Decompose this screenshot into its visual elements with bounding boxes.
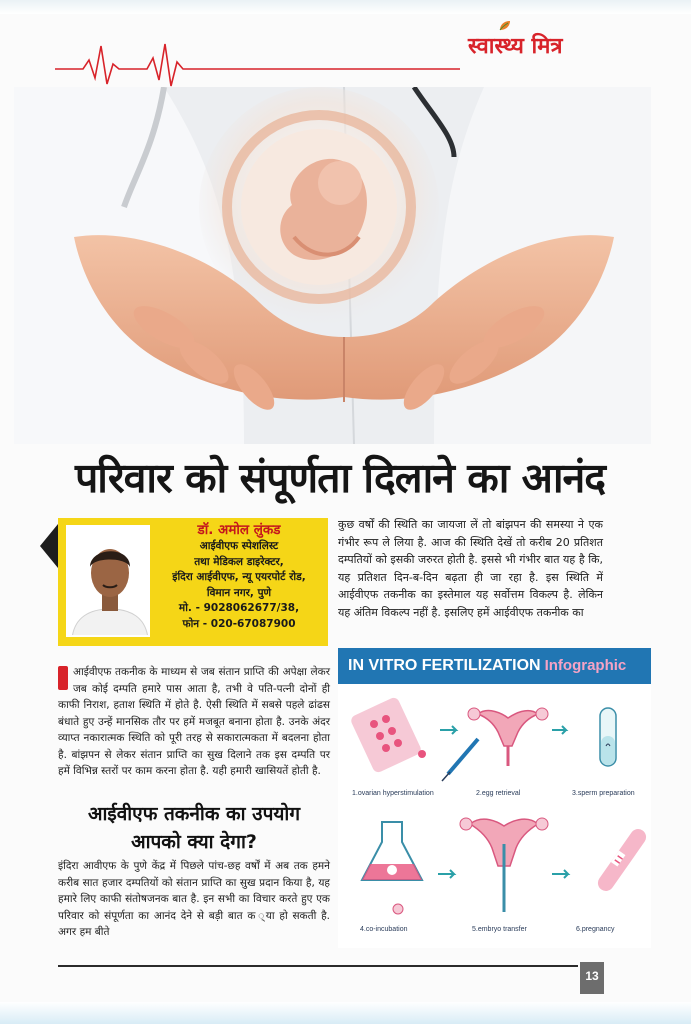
author-name: डॉ. अमोल लुंकड (197, 522, 281, 538)
embryo-transfer-icon (460, 818, 548, 912)
dropcap-marker (58, 666, 68, 690)
subheading (58, 800, 330, 856)
author-clinic: इंदिरा आईवीएफ, न्यू एयरपोर्ट रोड, (172, 571, 306, 583)
step-label-1: 1.ovarian hyperstimulation (352, 790, 434, 797)
brand-title: स्वास्थ्य मित्र (468, 33, 563, 59)
author-location: विमान नगर, पुणे (206, 586, 272, 599)
step-label-4: 4.co-incubation (360, 926, 408, 933)
author-title: आईवीएफ स्पेशलिस्ट (199, 540, 279, 552)
headline: परिवार को संपूर्णता दिलाने का आनंद (74, 454, 606, 502)
step-label-5: 5.embryo transfer (472, 926, 527, 933)
author-mobile: मो. - 9028062677/38, (178, 602, 300, 614)
hands-embryo-illustration (14, 87, 651, 444)
author-photo (66, 525, 150, 637)
article-paragraph-1: आईवीएफ तकनीक के माध्यम से जब संतान प्राप्ति की अपेक्षा लेकर जब कोई दम्पति हमारे पास आता है, तभी वे पति-पत्नी दोनों ही काफी निराश, हताश स्थिति में होते है. ऐसी स्थिति में सबसे पहले ढांढस बंधाते हुए उन्हें मानसिक तौर पर हमें मजबूत बनाना होता है. उनके अंदर व्याप्त नकारात्मक स्थिति को पूरी तरह से सकारात्मकता में बदलना होता है. बांझपन से लेकर संतान प्राप्ति का सुख दिलाने तक इस दम्पति पर हमें विभिन्न स्तरों पर काम करना होता है. यही हमारी खासियतें होती है. (58, 666, 330, 777)
arrow-icon (552, 870, 568, 878)
page-number: 13 (580, 962, 604, 994)
author-portrait-icon (68, 527, 150, 637)
author-phone: फोन - 020-67087900 (182, 617, 296, 630)
ivf-steps-diagram (338, 684, 651, 948)
subheading-line-1: आईवीएफ तकनीक का उपयोग (87, 803, 301, 825)
article-text-intro (58, 664, 330, 780)
author-details (152, 521, 326, 632)
footer-rule (58, 965, 578, 967)
egg-retrieval-icon (468, 708, 548, 766)
heartbeat-line-icon (55, 40, 460, 90)
arrow-icon (438, 870, 454, 878)
step-label-3: 3.sperm preparation (572, 790, 635, 797)
co-incubation-icon (362, 822, 422, 914)
bottom-strip (0, 1002, 691, 1024)
hero-image (14, 87, 651, 444)
ovarian-hyperstimulation-icon (349, 696, 478, 781)
infographic-tag: Infographic (544, 657, 627, 674)
infographic-header (338, 648, 651, 684)
article-text-right: कुछ वर्षों की स्थिति का जायजा लें तो बांझपन की समस्या ने एक गंभीर रूप ले लिया है. आज की स्थिति देखें तो करीब 20 प्रतिशत दम्पतियों को इसकी जरुरत होती है. इससे भी गंभीर बात यह है कि, यह प्रतिशत दिन-ब-दिन बढ़ता ही जा रहा है. इस स्थिति में आईवीएफ तकनीक का इस्तेमाल यह सर्वोत्तम विकल्प है. लेकिन यह अंतिम विकल्प नहीं है. इसलिए हमें आईवीएफ तकनीक का (338, 518, 603, 619)
subheading-line-2: आपको क्या देगा? (131, 831, 257, 853)
sperm-preparation-icon (600, 708, 616, 766)
arrow-icon (440, 726, 456, 734)
author-role: तथा मेडिकल डाइरेक्टर, (194, 555, 284, 568)
ivf-infographic (338, 648, 651, 948)
step-label-2: 2.egg retrieval (476, 790, 521, 797)
arrow-icon (552, 726, 566, 734)
top-strip (0, 0, 691, 14)
step-label-6: 6.pregnancy (576, 926, 615, 933)
infographic-title: IN VITRO FERTILIZATION (348, 657, 541, 674)
author-box-pointer (40, 524, 58, 568)
pregnancy-test-icon (595, 826, 649, 894)
article-paragraph-2: इंदिरा आवीएफ के पुणे केंद्र में पिछले पांच-छह वर्षों में अब तक हमने करीब सात हजार दम्पतियों को संतान प्राप्ति का सुख प्रदान किया है, यह हमारे लिए काफी संतोषजनक बात है. इन सभी का विचार करते हुए एक परिवार को संपूर्णता का आनंद देने से बड़ी बात क ्या हो सकती है. अगर हम बीते (58, 860, 330, 938)
